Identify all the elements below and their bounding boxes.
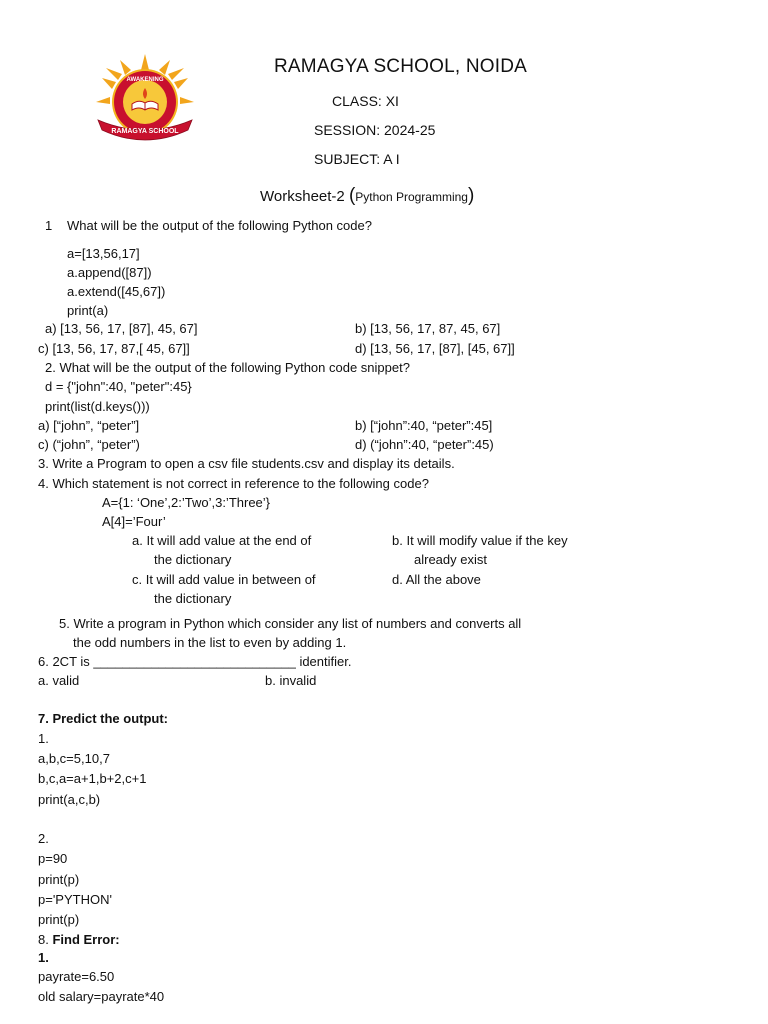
q4-code-line: A={1: ‘One’,2:’Two’,3:’Three’} [102,495,271,510]
q8-heading [38,931,120,949]
q4-option-b-cont: already exist [414,552,487,567]
worksheet-topic: Python Programming [355,190,468,204]
q7-part2-label: 2. [38,831,49,846]
worksheet-open-paren: ( [348,185,356,206]
q6-option-b: b. invalid [265,673,317,688]
q5-line: 5. Write a program in Python which consider any list of numbers and converts all [59,616,522,631]
q2-question: 2. What will be the output of the following Python code snippet? [45,360,410,375]
worksheet-close-paren: ) [467,185,475,206]
q1-option-d: d) [13, 56, 17, [87], [45, 67]] [355,341,515,356]
q7-code-line: p=90 [38,851,68,866]
q4-option-a: a. It will add value at the end of [132,533,312,548]
q4-option-c-cont: the dictionary [154,591,232,606]
q8-code-line: payrate=6.50 [38,969,115,984]
q7-code-line: print(p) [38,872,80,887]
q4-option-b: b. It will modify value if the key [392,533,568,548]
q1-number: 1 [45,218,53,233]
class-line: CLASS: XI [332,93,399,109]
q7-code-line: p='PYTHON' [38,892,112,907]
q4-option-c: c. It will add value in between of [132,572,316,587]
q7-part1-label: 1. [38,731,49,746]
q2-option-a: a) [“john”, “peter”] [38,418,140,433]
q1-option-b: b) [13, 56, 17, 87, 45, 67] [355,321,501,336]
q1-code-line: a=[13,56,17] [67,246,140,261]
q6-option-a: a. valid [38,673,80,688]
q7-code-line: a,b,c=5,10,7 [38,751,110,766]
q4-option-a-cont: the dictionary [154,552,232,567]
q8-code-line: old salary=payrate*40 [38,989,165,1004]
q7-code-line: print(a,c,b) [38,792,101,807]
q2-option-d: d) (“john”:40, “peter”:45) [355,437,494,452]
q3-question: 3. Write a Program to open a csv file students.csv and display its details. [38,456,455,471]
q2-code-line: d = {"john":40, "peter":45} [45,379,192,394]
school-logo [92,52,198,142]
subject-line: SUBJECT: A I [314,151,400,167]
q1-question: What will be the output of the following Python code? [67,218,372,233]
q5-line: the odd numbers in the list to even by adding 1. [73,635,347,650]
q6-question: 6. 2CT is ____________________________ identifier. [38,654,352,669]
q2-code-line: print(list(d.keys())) [45,399,150,414]
q1-option-a: a) [13, 56, 17, [87], 45, 67] [45,321,198,336]
q2-option-b: b) [“john”:40, “peter”:45] [355,418,493,433]
q1-code-line: a.extend([45,67]) [67,284,166,299]
logo-arc-text: AWAKENING [126,77,164,83]
q4-code-line: A[4]=’Four’ [102,514,166,529]
worksheet-prefix: Worksheet-2 [260,188,349,205]
q4-option-d: d. All the above [392,572,481,587]
worksheet-title [260,185,474,208]
q2-option-c: c) (“john”, “peter”) [38,437,140,452]
logo-banner-text: RAMAGYA SCHOOL [111,128,179,135]
session-line: SESSION: 2024-25 [314,122,436,138]
q8-heading-text: Find Error: [52,932,120,947]
q7-heading: 7. Predict the output: [38,711,168,726]
q8-number: 8. [38,932,53,947]
q7-code-line: b,c,a=a+1,b+2,c+1 [38,771,147,786]
q8-part1-label: 1. [38,950,49,965]
q1-code-line: print(a) [67,303,109,318]
q7-code-line: print(p) [38,912,80,927]
q4-question: 4. Which statement is not correct in reference to the following code? [38,476,429,491]
q1-code-line: a.append([87]) [67,265,152,280]
q1-option-c: c) [13, 56, 17, 87,[ 45, 67]] [38,341,190,356]
school-name: RAMAGYA SCHOOL, NOIDA [274,56,528,77]
